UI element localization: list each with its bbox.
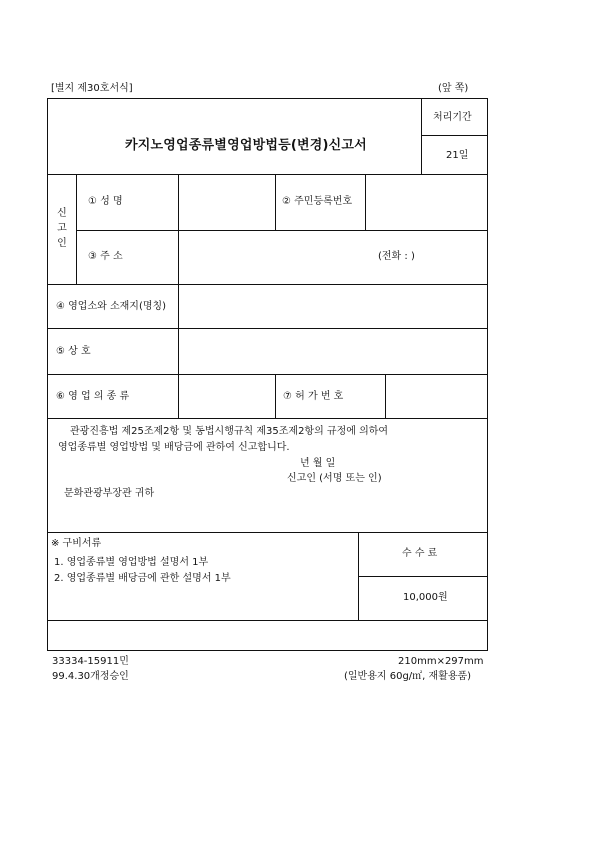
business-location-label: ④ 영업소와 소재지(명칭) (56, 301, 167, 312)
processing-period-value: 21일 (446, 150, 469, 161)
address-label: ③ 주 소 (88, 251, 123, 262)
side-indicator: (앞 쪽) (438, 83, 469, 94)
form-number: [별지 제30호서식] (51, 83, 133, 94)
business-type-label: ⑥ 영 업 의 종 류 (56, 391, 130, 402)
applicant-group-label: 신고인 (57, 208, 67, 249)
fee-label: 수 수 료 (402, 548, 438, 559)
processing-period-label: 처리기간 (433, 112, 472, 123)
documents-header: ※ 구비서류 (51, 538, 102, 549)
fee-amount: 10,000원 (403, 592, 448, 603)
declaration-date: 년 월 일 (300, 458, 336, 469)
document-item-1: 1. 영업종류별 영업방법 설명서 1부 (54, 557, 209, 568)
footer-code: 33334-15911민 (52, 656, 129, 667)
footer-approval: 99.4.30개정승인 (52, 671, 129, 682)
license-number-label: ⑦ 허 가 번 호 (283, 391, 344, 402)
trade-name-label: ⑤ 상 호 (56, 346, 91, 357)
footer-paper: (일반용지 60g/㎡, 재활용품) (344, 671, 472, 682)
name-label: ① 성 명 (88, 196, 123, 207)
declaration-signer: 신고인 (서명 또는 인) (287, 473, 382, 484)
declaration-line-1: 관광진흥법 제25조제2항 및 동법시행규칙 제35조제2항의 규정에 의하여 (70, 426, 389, 437)
rrn-label: ② 주민등록번호 (282, 196, 353, 207)
footer-size: 210mm×297mm (398, 656, 484, 667)
declaration-line-2: 영업종류별 영업방법 및 배당금에 관하여 신고합니다. (58, 442, 290, 453)
phone-label: (전화 : ) (378, 251, 415, 262)
declaration-recipient: 문화관광부장관 귀하 (64, 488, 155, 499)
form-title: 카지노영업종류별영업방법등(변경)신고서 (125, 138, 367, 153)
document-item-2: 2. 영업종류별 배당금에 관한 설명서 1부 (54, 573, 231, 584)
